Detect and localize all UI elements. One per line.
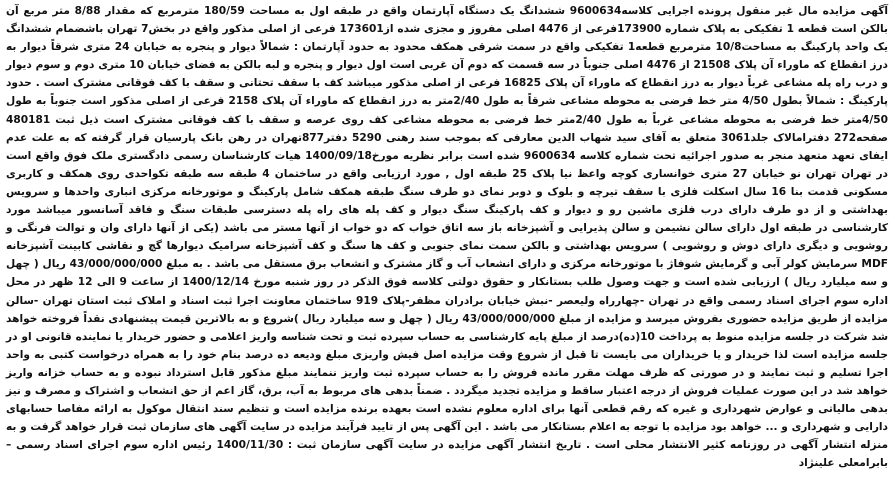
auction-notice-text: آگهی مزایده مال غیر منقول پرونده اجرایی کلاسه9600634 ششدانگ یک دستگاه آپارتمان واقع در طبقه اول به مساحت 180/59 مترمربع که مقدار 8/88 متر مربع آن بالکن است قطعه 1 تفکیکی به پلاک شماره 173900فرعی از 4476 اصلی مفروز و مجزی شده از173601 فرعی از اصلی مذکور واقع در بخش7 تهران باشضمام ششدانگ یک واحد پارکینگ به مساحت10/8 مترمربع قطعه1 تفکیکی واقع در سمت شرقی همکف محدود به حدود آپارتمان : شمالاً دیوار و پنجره به خیابان 24 متری شرقاً دیوار به درز انقطاع که ماوراء آن پلاک 21508 از 4476 اصلی جنوباً در سه قسمت که دوم آن غربی است اول دیوار و پنجره و لبه بالکن به فضای خیابان 10 متری دوم و سوم دیوار و درب راه پله مشاعی غرباً دیوار به درز انقطاع که ماوراء آن پلاک 16825 فرعی از اصلی مذکور میباشد کف با سقف تحتانی و سقف با کف فوقانی مشترک است . حدود پارکینگ : شمالاً بطول 4/50 متر خط فرضی به محوطه مشاعی شرقاً به طول 2/40متر به درز انقطاع که ماوراء آن پلاک 2158 فرعی از اصلی مذکور است جنوباً به طول 4/50متر خط فرضی به محوطه مشاعی غرباً به طول 2/40متر خط فرضی به محوطه مشاعی کف روی عرصه و سقف با کف فوقانی مشترک است ذیل ثبت 480181 صفحه272 دفترامالاک جلد3061 متعلق به آقای سید شهاب الدین معارفی که بموجب سند رهنی 5290 دفتر877تهران در رهن بانک پارسیان قرار گرفته که به علت عدم ایفای تعهد متعهد منجر به صدور اجرائیه تحت شماره کلاسه 9600634 شده است برابر نظریه مورخ1400/09/18 هیات کارشناسان رسمی دادگستری ملک فوق واقع است در تهران تهران نو خیابان 27 متری خوانساری کوچه واعظ نیا پلاک 25 طبقه اول , مورد ارزیابی واقع در ساختمان 4 طبقه سه طبقه تکواحدی روی همکف و کاربری مسکونی قدمت بنا 16 سال اسکلت فلزی با سقف تیرچه و بلوک و دوبر نمای دو طرف سنگ طبقه همکف شامل پارکینگ و موتورخانه مرکزی انباری واحدها و سرویس بهداشتی و از دو طرف دارای درب فلزی ماشین رو و دیوار و کف پارکینگ سنگ دیوار و کف پله های راه پله دسترسی طبقات سنگ و فاقد آسانسور میباشد مورد کارشناسی در طبقه اول دارای سالن نشیمن و سالن پذیرایی و آشپزخانه باز سه اتاق خواب که دو خواب از آنها مستر می باشد (یکی از آنها دارای وان و توالت فرنگی و روشویی و دیگری دارای دوش و روشویی ) سرویس بهداشتی و بالکن سمت نمای جنوبی و کف ها سنگ و کف آشپزخانه سرامیک دیوارها گچ و نقاشی کابینت آشپزخانه MDF سرمایش کولر آبی و گرمایش شوفاژ با موتورخانه مرکزی و دارای انشعاب آب و گاز مشترک و انشعاب برق مستقل می باشد . به مبلغ 43/000/000/000 ریال ( چهل و سه میلیارد ریال ) ارزیابی شده است و جهت وصول طلب بستانکار و حقوق دولتی کلاسه فوق الذکر در روز شنبه مورخ 1400/12/14 از ساعت 9 الی 12 ظهر در محل اداره سوم اجرای اسناد رسمی واقع در تهران -چهارراه ولیعصر -نبش خیابان برادران مظفر-پلاک 919 ساختمان معاونت اجرا ثبت اسناد و املاک ثبت استان تهران -سالن مزایده از طریق مزایده حضوری بفروش میرسد و مزایده از مبلغ 43/000/000/000 ریال ( چهل و سه میلیارد ریال )شروع و به بالاترین قیمت پیشنهادی نقداً فروخته خواهد شد شرکت در جلسه مزایده منوط به پرداخت 10(ده)درصد از مبلغ پایه کارشناسی به حساب سپرده ثبت و تحت شناسه واریز اعلامی و حضور خریدار یا نماینده قانونی او در جلسه مزایده است لذا خریدار و یا خریداران می بایست تا قبل از شروع وقت مزایده اصل فیش واریزی مبلغ ودیعه ده درصد بنام خود را به همراه درخواست کتبی به واحد اجرا تسلیم و ثبت نمایند و در صورتی که ظرف مهلت مقرر مانده فروش را به حساب سپرده ثبت واریز ننمایند مبلغ مذکور قابل استرداد نبوده و به حساب خزانه واریز خواهد شد در این صورت عملیات فروش از درجه اعتبار ساقط و مزایده تجدید میگردد . ضمناً بدهی های مربوط به آب، برق، گاز اعم از حق انشعاب و اشتراک و مصرف و نیز بدهی مالیاتی و عوارض شهرداری و غیره که رقم قطعی آنها برای اداره معلوم نشده است بعهده برنده مزایده است و تنظیم سند انتقال موکول به ارائه مفاصا حسابهای دارایی و شهرداری و ... خواهد بود مزایده با توجه به اعلام بستانکار می باشد . این آگهی پس از تایید فرآیند مزایده در سایت آگهی های سازمان ثبت قرار خواهد گرفت و به منزله انتشار آگهی در روزنامه کثیر الانتشار محلی است . تاریخ انتشار آگهی مزایده در سایت آگهی سازمان ثبت : 1400/11/30 رئیس اداره سوم اجرای اسناد رسمی – بابرامعلی علینژاد <box>6 5 889 470</box>
